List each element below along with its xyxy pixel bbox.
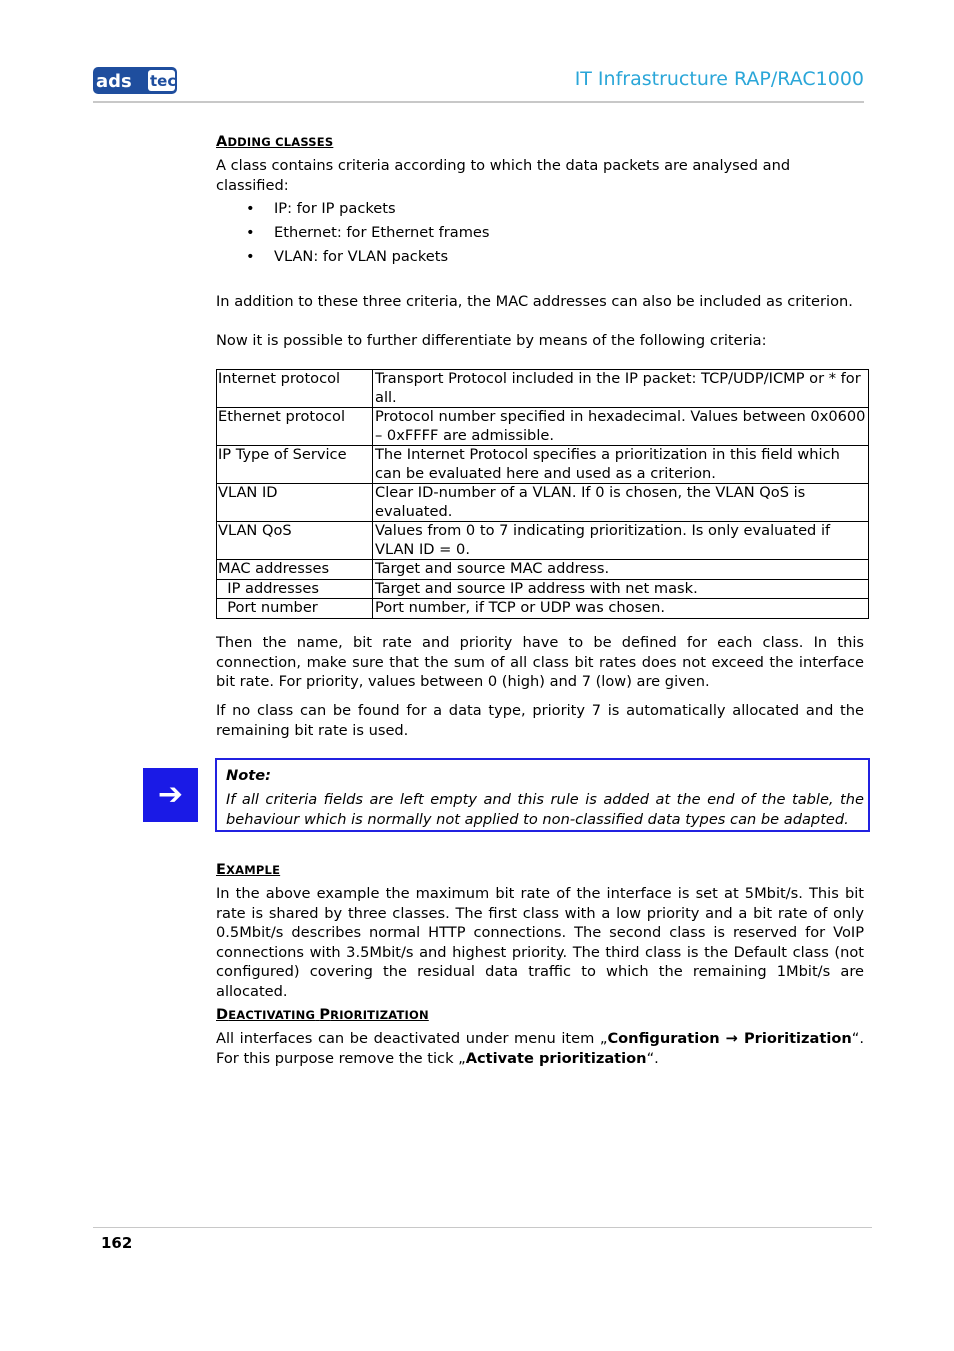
adstec-logo: [93, 67, 177, 94]
further-criteria-text: Now it is possible to further differentiate by means of the following criteria:: [216, 332, 767, 349]
section-heading-example: EXAMPLE: [216, 862, 281, 878]
section-heading-deactivating: DEACTIVATING PRIORITIZATION: [216, 1007, 429, 1023]
criterion-name: IP addresses: [217, 579, 373, 599]
header-divider: [93, 101, 864, 103]
mac-criterion-text: In addition to these three criteria, the MAC addresses can also be included as criterion.: [216, 293, 853, 310]
criterion-name: IP Type of Service: [217, 446, 373, 484]
table-row: [217, 370, 869, 408]
criterion-name: Ethernet protocol: [217, 408, 373, 446]
section-heading-adding-classes: ADDING CLASSES: [216, 134, 334, 150]
table-row: [217, 579, 869, 599]
note-box: [215, 758, 870, 832]
default-priority-text: If no class can be found for a data type, priority 7 is automatically allocated and the remaining bit rate is used.: [216, 702, 864, 739]
table-row: [217, 408, 869, 446]
document-title: IT Infrastructure RAP/RAC1000: [574, 68, 864, 90]
criterion-name: VLAN ID: [217, 484, 373, 522]
criterion-description: Target and source IP address with net mask.: [373, 579, 869, 599]
criterion-name: Internet protocol: [217, 370, 373, 408]
criterion-description: Target and source MAC address.: [373, 560, 869, 580]
criterion-description: Protocol number specified in hexadecimal. Values between 0x0600 – 0xFFFF are admissible.: [373, 408, 869, 446]
footer-divider: [93, 1227, 872, 1228]
table-row: [217, 599, 869, 619]
adding-classes-intro: A class contains criteria according to which the data packets are analysed and classified:: [216, 157, 791, 194]
example-text: In the above example the maximum bit rate of the interface is set at 5Mbit/s. This bit rate is shared by three classes. The first class with a low priority and a bit rate of only 0.5Mbit/s describes normal HTTP connections. The second class is reserved for VoIP connections with 3.5Mbit/s and highest priority. The third class is the Default class (not configured) covering the residual data traffic to which the remaining 1Mbit/s are allocated.: [216, 885, 864, 1000]
bullet-ip: • IP: for IP packets: [216, 199, 490, 223]
table-row: [217, 560, 869, 580]
class-definition-text: Then the name, bit rate and priority have to be defined for each class. In this connection, make sure that the sum of all class bit rates does not exceed the interface bit rate. For priority, values between 0 (high) and 7 (low) are given.: [216, 634, 864, 690]
note-label: Note:: [226, 767, 271, 784]
bullet-ethernet: • Ethernet: for Ethernet frames: [216, 223, 490, 247]
table-row: [217, 522, 869, 560]
criterion-name: MAC addresses: [217, 560, 373, 580]
arrow-right-icon: ➔: [143, 768, 198, 822]
table-row: [217, 446, 869, 484]
note-text: If all criteria fields are left empty and this rule is added at the end of the table, the behaviour which is normally not applied to non-classified data types can be adapted.: [226, 791, 864, 828]
svg-text:tec: tec: [150, 72, 177, 90]
criterion-description: Clear ID-number of a VLAN. If 0 is chosen, the VLAN QoS is evaluated.: [373, 484, 869, 522]
menu-prioritization: Prioritization: [743, 1030, 852, 1047]
criteria-table: [216, 369, 869, 619]
table-row: [217, 484, 869, 522]
criterion-name: VLAN QoS: [217, 522, 373, 560]
criteria-bullet-list: [216, 199, 490, 271]
criterion-description: Transport Protocol included in the IP packet: TCP/UDP/ICMP or * for all.: [373, 370, 869, 408]
criterion-description: Values from 0 to 7 indicating prioritization. Is only evaluated if VLAN ID = 0.: [373, 522, 869, 560]
criterion-description: The Internet Protocol specifies a prioritization in this field which can be evaluated here and used as a criterion.: [373, 446, 869, 484]
page-number: 162: [101, 1234, 133, 1252]
menu-configuration: Configuration: [607, 1030, 720, 1047]
deactivating-text: All interfaces can be deactivated under menu item „Configuration → Prioritization“. For this purpose remove the tick „Activate prioritization“.: [216, 1030, 864, 1067]
svg-text:ads: ads: [96, 71, 132, 92]
criterion-name: Port number: [217, 599, 373, 619]
bullet-vlan: • VLAN: for VLAN packets: [216, 247, 490, 271]
criterion-description: Port number, if TCP or UDP was chosen.: [373, 599, 869, 619]
activate-prioritization-label: Activate prioritization: [465, 1049, 647, 1067]
